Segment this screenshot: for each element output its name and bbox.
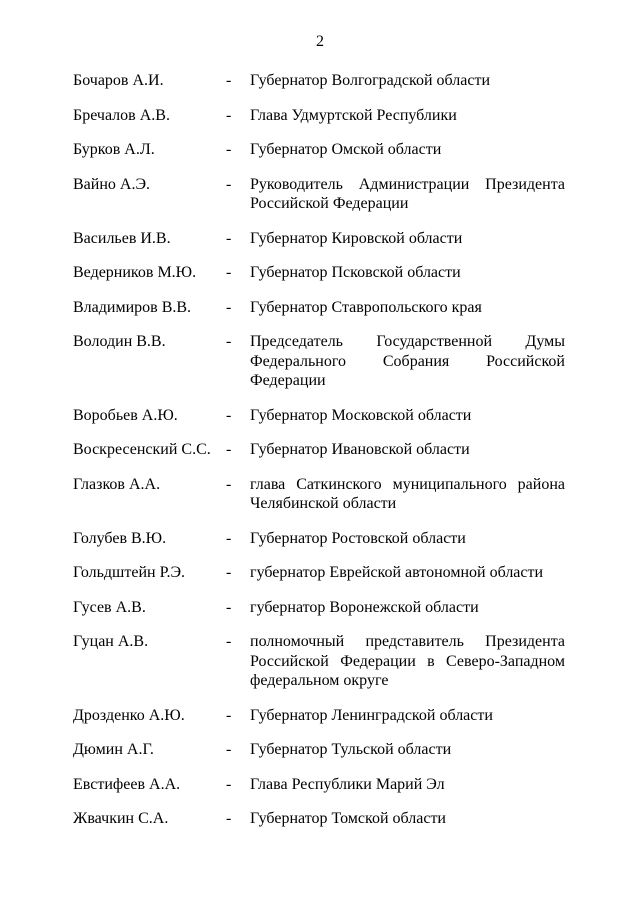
- list-item: [0, 106, 640, 126]
- dash-separator: -: [226, 598, 232, 616]
- person-name: Гуцан А.В.: [73, 633, 149, 650]
- dash-separator: -: [226, 141, 232, 158]
- list-item: [0, 440, 640, 460]
- person-name: Глазков А.А.: [73, 475, 161, 493]
- person-name: Васильев И.В.: [73, 229, 171, 247]
- dash-separator: -: [226, 529, 232, 547]
- person-role: губернатор Еврейской автономной области: [250, 564, 544, 581]
- dash-separator: -: [226, 441, 232, 458]
- list-item: [0, 529, 640, 549]
- list-item: [0, 632, 640, 691]
- person-role: Губернатор Кировской области: [250, 229, 463, 247]
- list-item: [0, 332, 640, 391]
- list-item: [0, 71, 640, 91]
- person-name: Голубев В.Ю.: [73, 529, 167, 547]
- dash-separator: -: [226, 72, 232, 89]
- list-item: [0, 706, 640, 726]
- person-role: Глава Республики Марий Эл: [250, 775, 445, 793]
- person-role: Губернатор Тульской области: [250, 741, 452, 758]
- dash-separator: -: [226, 229, 232, 247]
- person-role: Губернатор Ростовской области: [250, 529, 466, 547]
- person-name: Бочаров А.И.: [73, 72, 164, 89]
- person-role: Председатель Государственной Думы Федерального Собрания Российской Федерации: [250, 333, 565, 389]
- list-item: [0, 598, 640, 618]
- person-role: Губернатор Псковской области: [250, 264, 461, 281]
- person-role: Губернатор Томской области: [250, 810, 446, 827]
- person-name: Володин В.В.: [73, 333, 166, 350]
- list-item: [0, 406, 640, 426]
- dash-separator: -: [226, 475, 232, 493]
- person-name: Евстифеев А.А.: [73, 775, 181, 793]
- dash-separator: -: [226, 633, 232, 650]
- dash-separator: -: [226, 106, 232, 124]
- list-item: [0, 298, 640, 318]
- dash-separator: -: [226, 333, 232, 350]
- person-name: Дюмин А.Г.: [73, 741, 154, 758]
- person-name: Воскресенский С.С.: [73, 441, 211, 458]
- person-role: Руководитель Администрации Президента Российской Федерации: [250, 175, 565, 212]
- list-item: [0, 775, 640, 795]
- dash-separator: -: [226, 810, 232, 827]
- dash-separator: -: [226, 564, 232, 581]
- person-name: Бурков А.Л.: [73, 141, 155, 158]
- list-item: [0, 475, 640, 514]
- list-item: [0, 809, 640, 829]
- person-role: Губернатор Омской области: [250, 141, 442, 158]
- dash-separator: -: [226, 298, 232, 316]
- dash-separator: -: [226, 741, 232, 758]
- dash-separator: -: [226, 175, 232, 193]
- list-item: [0, 175, 640, 214]
- dash-separator: -: [226, 775, 232, 793]
- list-item: [0, 229, 640, 249]
- list-item: [0, 563, 640, 583]
- person-role: Губернатор Ивановской области: [250, 441, 470, 458]
- person-name: Бречалов А.В.: [73, 106, 170, 124]
- person-name: Дрозденко А.Ю.: [73, 706, 185, 724]
- list-item: [0, 740, 640, 760]
- person-role: Губернатор Ленинградской области: [250, 706, 493, 724]
- person-role: полномочный представитель Президента Российской Федерации в Северо-Западном федеральном округе: [250, 633, 565, 689]
- person-role: Губернатор Московской области: [250, 406, 472, 424]
- person-name: Жвачкин С.А.: [73, 810, 169, 827]
- dash-separator: -: [226, 406, 232, 424]
- person-role: Губернатор Волгоградской области: [250, 72, 491, 89]
- person-name: Гольдштейн Р.Э.: [73, 564, 186, 581]
- person-role: глава Саткинского муниципального района Челябинской области: [250, 475, 565, 512]
- dash-separator: -: [226, 264, 232, 281]
- person-role: Глава Удмуртской Республики: [250, 106, 457, 124]
- person-name: Владимиров В.В.: [73, 298, 192, 316]
- person-role: губернатор Воронежской области: [250, 598, 479, 616]
- person-name: Ведерников М.Ю.: [73, 264, 197, 281]
- list-item: [0, 263, 640, 283]
- person-role: Губернатор Ставропольского края: [250, 298, 482, 316]
- person-name: Воробьев А.Ю.: [73, 406, 178, 424]
- participants-list: [0, 71, 640, 844]
- list-item: [0, 140, 640, 160]
- page-number: 2: [316, 33, 324, 50]
- dash-separator: -: [226, 706, 232, 724]
- person-name: Гусев А.В.: [73, 598, 146, 616]
- person-name: Вайно А.Э.: [73, 175, 151, 193]
